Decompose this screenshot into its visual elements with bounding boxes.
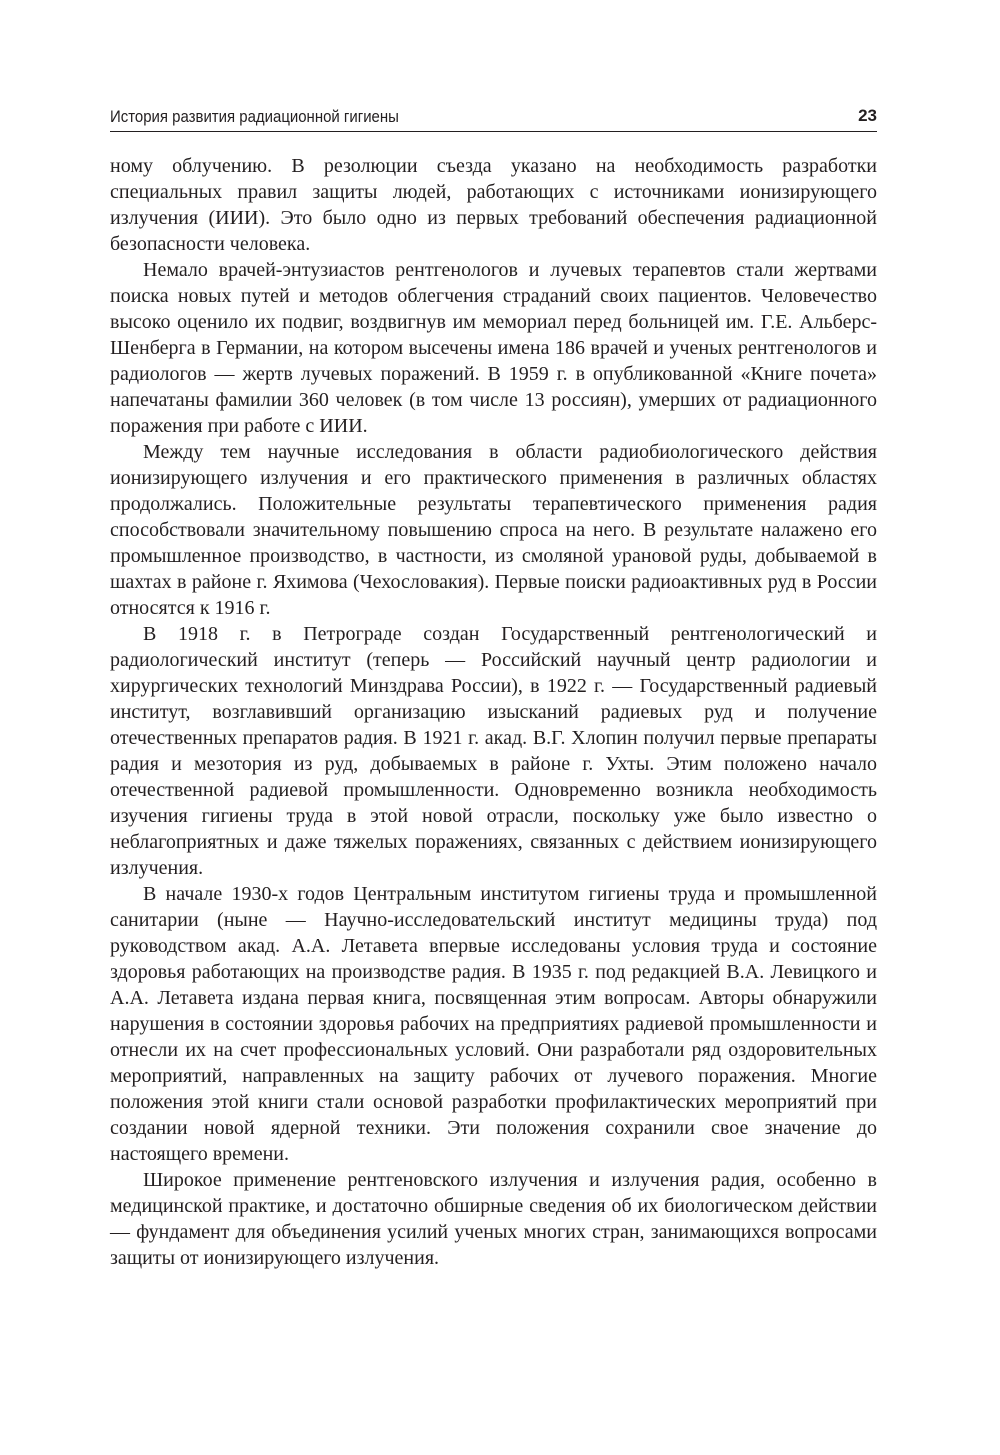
page-number: 23 [858,106,877,125]
paragraph-5: В начале 1930-х годов Центральным институтом гигиены труда и промышленной санитарии (ныне — Научно-исследовательский институт медицины труда) под руководством акад. А.А. Летавета впервые исследованы условия труда и состояние здоровья работающих на производстве радия. В 1935 г. под редакцией В.А. Левицкого и А.А. Летавета издана первая книга, посвященная этим вопросам. Авторы обнаружили нарушения в состоянии здоровья рабочих на предприятиях радиевой промышленности и отнесли их на счет профессиональных условий. Они разработали ряд оздоровительных мероприятий, направленных на защиту рабочих от лучевого поражения. Многие положения этой книги стали основой разработки профилактических мероприятий при создании новой ядерной техники. Эти положения сохранили свое значение до настоящего времени. [110,883,877,1165]
paragraph-1: ному облучению. В резолюции съезда указано на необходимость разработки специальных правил защиты людей, работающих с источниками ионизирующего излучения (ИИИ). Это было одно из первых требований обеспечения радиационной безопасности человека. [110,155,877,255]
paragraph-6: Широкое применение рентгеновского излучения и излучения радия, особенно в медицинской практике, и достаточно обширные сведения об их биологическом действии — фундамент для объединения усилий ученых многих стран, занимающихся вопросами защиты от ионизирующего излучения. [110,1169,877,1269]
paragraph-3: Между тем научные исследования в области радиобиологического действия ионизирующего излучения и его практического применения в различных областях продолжались. Положительные результаты терапевтического применения радия способствовали значительному повышению спроса на него. В результате налажено его промышленное производство, в частности, из смоляной урановой руды, добываемой в шахтах в районе г. Яхимова (Чехословакия). Первые поиски радиоактивных руд в России относятся к 1916 г. [110,441,877,619]
body-text [110,153,877,1271]
paragraph-4: В 1918 г. в Петрограде создан Государственный рентгенологический и радиологический институт (теперь — Российский научный центр радиологии и хирургических технологий Минздрава России), в 1922 г. — Государственный радиевый институт, возглавивший организацию изысканий радиевых руд и получение отечественных препаратов радия. В 1921 г. акад. В.Г. Хлопин получил первые препараты радия и мезотория из руд, добываемых в районе г. Ухты. Этим положено начало отечественной радиевой промышленности. Одновременно возникла необходимость изучения гигиены труда в этой новой отрасли, поскольку уже было известно о неблагоприятных и даже тяжелых поражениях, связанных с действием ионизирующего излучения. [110,623,877,879]
running-title: История развития радиационной гигиены [110,107,399,126]
running-header [110,103,877,132]
paragraph-2: Немало врачей-энтузиастов рентгенологов и лучевых терапевтов стали жертвами поиска новых путей и методов облегчения страданий своих пациентов. Человечество высоко оценило их подвиг, воздвигнув им мемориал перед больницей им. Г.Е. Альберс-Шенберга в Германии, на котором высечены имена 186 врачей и ученых рентгенологов и радиологов — жертв лучевых поражений. В 1959 г. в опубликованной «Книге почета» напечатаны фамилии 360 человек (в том числе 13 россиян), умерших от радиационного поражения при работе с ИИИ. [110,259,877,437]
